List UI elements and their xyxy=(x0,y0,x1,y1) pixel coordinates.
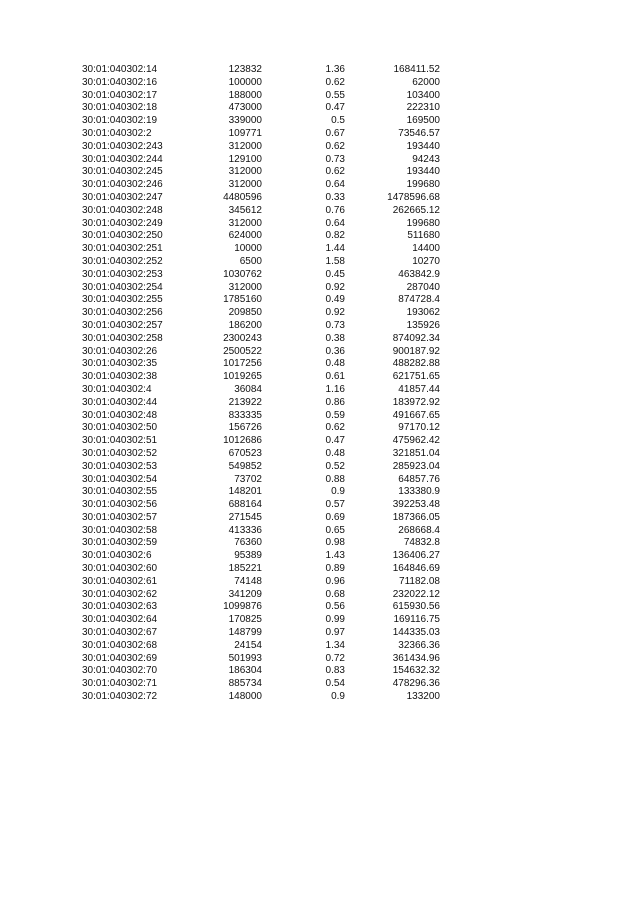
table-row xyxy=(82,333,440,346)
table-row xyxy=(82,166,440,179)
value-a-cell: 6500 xyxy=(239,255,262,267)
coefficient-cell: 0.92 xyxy=(325,307,345,319)
data-table xyxy=(82,64,440,704)
coefficient-cell: 1.44 xyxy=(325,243,345,255)
value-b-cell: 199680 xyxy=(406,217,440,229)
value-a-cell: 312000 xyxy=(228,166,262,178)
coefficient-cell: 0.73 xyxy=(325,153,345,165)
value-a-cell: 170825 xyxy=(228,614,262,626)
value-b-cell: 262665.12 xyxy=(392,204,440,216)
coefficient-cell: 0.48 xyxy=(325,358,345,370)
value-b-cell: 183972.92 xyxy=(392,396,440,408)
coefficient-cell: 0.62 xyxy=(325,166,345,178)
table-row xyxy=(82,307,440,320)
table-row xyxy=(82,448,440,461)
table-row xyxy=(82,614,440,627)
table-row xyxy=(82,678,440,691)
table-row xyxy=(82,192,440,205)
coefficient-cell: 0.92 xyxy=(325,281,345,293)
value-b-cell: 488282.88 xyxy=(392,358,440,370)
value-a-cell: 76360 xyxy=(234,537,262,549)
coefficient-cell: 0.55 xyxy=(325,89,345,101)
value-b-cell: 73546.57 xyxy=(398,127,440,139)
value-a-cell: 312000 xyxy=(228,179,262,191)
coefficient-cell: 0.33 xyxy=(325,191,345,203)
value-a-cell: 1017256 xyxy=(223,358,262,370)
value-a-cell: 123832 xyxy=(228,64,262,75)
cadastral-number-cell: 30:01:040302:58 xyxy=(82,524,158,536)
coefficient-cell: 0.72 xyxy=(325,652,345,664)
cadastral-number-cell: 30:01:040302:57 xyxy=(82,511,158,523)
cadastral-number-cell: 30:01:040302:71 xyxy=(82,678,158,690)
cadastral-number-cell: 30:01:040302:256 xyxy=(82,307,163,319)
table-row xyxy=(82,563,440,576)
value-a-cell: 74148 xyxy=(234,575,262,587)
value-b-cell: 511680 xyxy=(407,230,440,242)
value-a-cell: 413336 xyxy=(228,524,262,536)
table-row xyxy=(82,589,440,602)
value-b-cell: 615930.56 xyxy=(392,601,440,613)
cadastral-number-cell: 30:01:040302:54 xyxy=(82,473,158,485)
value-a-cell: 2500522 xyxy=(223,345,262,357)
table-row xyxy=(82,474,440,487)
coefficient-cell: 0.45 xyxy=(325,268,345,280)
coefficient-cell: 0.86 xyxy=(325,396,345,408)
value-a-cell: 670523 xyxy=(228,447,262,459)
table-row xyxy=(82,410,440,423)
value-a-cell: 341209 xyxy=(228,588,262,600)
coefficient-cell: 1.36 xyxy=(325,64,345,75)
cadastral-number-cell: 30:01:040302:248 xyxy=(82,204,163,216)
coefficient-cell: 0.62 xyxy=(325,422,345,434)
cadastral-number-cell: 30:01:040302:56 xyxy=(82,499,158,511)
table-row xyxy=(82,691,440,704)
cadastral-number-cell: 30:01:040302:16 xyxy=(82,76,158,88)
table-row xyxy=(82,537,440,550)
cadastral-number-cell: 30:01:040302:70 xyxy=(82,665,158,677)
coefficient-cell: 0.99 xyxy=(325,614,345,626)
cadastral-number-cell: 30:01:040302:249 xyxy=(82,217,163,229)
table-row xyxy=(82,346,440,359)
coefficient-cell: 0.48 xyxy=(325,447,345,459)
table-row xyxy=(82,102,440,115)
value-b-cell: 900187.92 xyxy=(392,345,440,357)
value-b-cell: 71182.08 xyxy=(399,575,440,587)
table-row xyxy=(82,397,440,410)
table-row xyxy=(82,358,440,371)
value-a-cell: 185221 xyxy=(228,563,262,575)
cadastral-number-cell: 30:01:040302:51 xyxy=(82,435,158,447)
coefficient-cell: 0.56 xyxy=(325,601,345,613)
coefficient-cell: 0.68 xyxy=(325,588,345,600)
table-row xyxy=(82,218,440,231)
coefficient-cell: 0.47 xyxy=(325,435,345,447)
coefficient-cell: 0.69 xyxy=(325,511,345,523)
value-b-cell: 164846.69 xyxy=(392,563,440,575)
cadastral-number-cell: 30:01:040302:250 xyxy=(82,230,163,242)
value-b-cell: 74832.8 xyxy=(403,537,440,549)
value-a-cell: 688164 xyxy=(228,499,262,511)
table-row xyxy=(82,115,440,128)
cadastral-number-cell: 30:01:040302:252 xyxy=(82,255,163,267)
value-b-cell: 10270 xyxy=(412,255,440,267)
table-row xyxy=(82,486,440,499)
coefficient-cell: 0.97 xyxy=(325,627,345,639)
cadastral-number-cell: 30:01:040302:38 xyxy=(82,371,158,383)
value-b-cell: 874092.34 xyxy=(392,332,440,344)
cadastral-number-cell: 30:01:040302:19 xyxy=(82,115,158,127)
data-table-body xyxy=(82,64,440,704)
value-a-cell: 95389 xyxy=(234,550,262,562)
table-row xyxy=(82,461,440,474)
table-row xyxy=(82,371,440,384)
value-b-cell: 136406.27 xyxy=(392,550,440,562)
value-a-cell: 24154 xyxy=(234,639,262,651)
table-row xyxy=(82,640,440,653)
value-b-cell: 193440 xyxy=(406,166,440,178)
value-a-cell: 312000 xyxy=(228,140,262,152)
value-a-cell: 1030762 xyxy=(223,268,262,280)
value-b-cell: 62000 xyxy=(412,76,440,88)
cadastral-number-cell: 30:01:040302:14 xyxy=(82,64,158,75)
value-a-cell: 885734 xyxy=(228,678,262,690)
value-a-cell: 1785160 xyxy=(223,294,262,306)
value-b-cell: 41857.44 xyxy=(398,383,440,395)
value-a-cell: 10000 xyxy=(234,243,262,255)
value-a-cell: 473000 xyxy=(228,102,262,114)
value-a-cell: 624000 xyxy=(228,230,262,242)
cadastral-number-cell: 30:01:040302:35 xyxy=(82,358,158,370)
coefficient-cell: 0.89 xyxy=(325,563,345,575)
cadastral-number-cell: 30:01:040302:72 xyxy=(82,691,158,703)
cadastral-number-cell: 30:01:040302:64 xyxy=(82,614,158,626)
coefficient-cell: 1.58 xyxy=(325,255,345,267)
value-a-cell: 1019265 xyxy=(223,371,262,383)
table-row xyxy=(82,601,440,614)
value-a-cell: 4480596 xyxy=(223,191,262,203)
cadastral-number-cell: 30:01:040302:68 xyxy=(82,639,158,651)
coefficient-cell: 0.96 xyxy=(325,575,345,587)
value-b-cell: 491667.65 xyxy=(392,409,440,421)
coefficient-cell: 0.82 xyxy=(325,230,345,242)
cadastral-number-cell: 30:01:040302:244 xyxy=(82,153,163,165)
value-b-cell: 621751.65 xyxy=(392,371,440,383)
value-b-cell: 154632.32 xyxy=(392,665,440,677)
value-b-cell: 97170.12 xyxy=(398,422,440,434)
table-row xyxy=(82,90,440,103)
table-row xyxy=(82,435,440,448)
value-b-cell: 361434.96 xyxy=(392,652,440,664)
coefficient-cell: 0.38 xyxy=(325,332,345,344)
cadastral-number-cell: 30:01:040302:53 xyxy=(82,460,158,472)
value-b-cell: 135926 xyxy=(406,319,440,331)
table-row xyxy=(82,653,440,666)
coefficient-cell: 0.76 xyxy=(325,204,345,216)
table-row xyxy=(82,576,440,589)
coefficient-cell: 0.73 xyxy=(325,319,345,331)
cadastral-number-cell: 30:01:040302:258 xyxy=(82,332,163,344)
value-a-cell: 312000 xyxy=(228,281,262,293)
coefficient-cell: 0.47 xyxy=(325,102,345,114)
coefficient-cell: 1.43 xyxy=(325,550,345,562)
cadastral-number-cell: 30:01:040302:6 xyxy=(82,550,152,562)
table-row xyxy=(82,179,440,192)
value-b-cell: 1478596.68 xyxy=(387,191,440,203)
table-row xyxy=(82,525,440,538)
value-b-cell: 232022.12 xyxy=(392,588,440,600)
coefficient-cell: 0.83 xyxy=(325,665,345,677)
value-b-cell: 392253.48 xyxy=(392,499,440,511)
table-row xyxy=(82,627,440,640)
cadastral-number-cell: 30:01:040302:18 xyxy=(82,102,158,114)
cadastral-number-cell: 30:01:040302:247 xyxy=(82,191,163,203)
value-b-cell: 193440 xyxy=(406,140,440,152)
coefficient-cell: 0.64 xyxy=(325,179,345,191)
coefficient-cell: 0.67 xyxy=(325,127,345,139)
cadastral-number-cell: 30:01:040302:48 xyxy=(82,409,158,421)
value-a-cell: 186304 xyxy=(228,665,262,677)
cadastral-number-cell: 30:01:040302:61 xyxy=(82,575,158,587)
coefficient-cell: 0.65 xyxy=(325,524,345,536)
coefficient-cell: 0.61 xyxy=(325,371,345,383)
value-b-cell: 144335.03 xyxy=(392,627,440,639)
table-row xyxy=(82,128,440,141)
value-b-cell: 169116.75 xyxy=(393,614,440,626)
value-b-cell: 287040 xyxy=(406,281,440,293)
value-b-cell: 478296.36 xyxy=(392,678,440,690)
value-b-cell: 187366.05 xyxy=(392,511,440,523)
cadastral-number-cell: 30:01:040302:2 xyxy=(82,127,152,139)
coefficient-cell: 0.88 xyxy=(325,473,345,485)
value-b-cell: 268668.4 xyxy=(398,524,440,536)
value-b-cell: 64857.76 xyxy=(398,473,440,485)
cadastral-number-cell: 30:01:040302:245 xyxy=(82,166,163,178)
value-a-cell: 188000 xyxy=(228,89,262,101)
value-a-cell: 73702 xyxy=(234,473,262,485)
value-a-cell: 148000 xyxy=(228,691,262,703)
table-row xyxy=(82,141,440,154)
value-a-cell: 109771 xyxy=(228,127,262,139)
value-a-cell: 501993 xyxy=(228,652,262,664)
cadastral-number-cell: 30:01:040302:62 xyxy=(82,588,158,600)
cadastral-number-cell: 30:01:040302:69 xyxy=(82,652,158,664)
cadastral-number-cell: 30:01:040302:67 xyxy=(82,627,158,639)
cadastral-number-cell: 30:01:040302:4 xyxy=(82,383,152,395)
value-b-cell: 475962.42 xyxy=(392,435,440,447)
coefficient-cell: 0.98 xyxy=(325,537,345,549)
value-a-cell: 148799 xyxy=(228,627,262,639)
value-b-cell: 32366.36 xyxy=(398,639,440,651)
table-row xyxy=(82,294,440,307)
table-row xyxy=(82,256,440,269)
value-b-cell: 222310 xyxy=(406,102,440,114)
value-b-cell: 199680 xyxy=(406,179,440,191)
coefficient-cell: 0.5 xyxy=(331,115,345,127)
coefficient-cell: 0.62 xyxy=(325,76,345,88)
table-row xyxy=(82,64,440,77)
table-row xyxy=(82,230,440,243)
value-a-cell: 345612 xyxy=(228,204,262,216)
value-a-cell: 156726 xyxy=(228,422,262,434)
cadastral-number-cell: 30:01:040302:60 xyxy=(82,563,158,575)
cadastral-number-cell: 30:01:040302:246 xyxy=(82,179,163,191)
value-a-cell: 549852 xyxy=(228,460,262,472)
value-b-cell: 133380.9 xyxy=(398,486,440,498)
coefficient-cell: 0.49 xyxy=(325,294,345,306)
coefficient-cell: 0.64 xyxy=(325,217,345,229)
cadastral-number-cell: 30:01:040302:254 xyxy=(82,281,163,293)
value-a-cell: 186200 xyxy=(228,319,262,331)
coefficient-cell: 0.9 xyxy=(331,486,345,498)
value-b-cell: 874728.4 xyxy=(398,294,440,306)
table-row xyxy=(82,512,440,525)
value-a-cell: 2300243 xyxy=(223,332,262,344)
value-b-cell: 103400 xyxy=(406,89,440,101)
table-row xyxy=(82,205,440,218)
value-b-cell: 94243 xyxy=(412,153,440,165)
coefficient-cell: 0.54 xyxy=(325,678,345,690)
value-a-cell: 339000 xyxy=(228,115,262,127)
table-row xyxy=(82,665,440,678)
cadastral-number-cell: 30:01:040302:257 xyxy=(82,319,163,331)
coefficient-cell: 0.52 xyxy=(325,460,345,472)
table-row xyxy=(82,384,440,397)
coefficient-cell: 0.57 xyxy=(325,499,345,511)
cadastral-number-cell: 30:01:040302:59 xyxy=(82,537,158,549)
coefficient-cell: 0.62 xyxy=(325,140,345,152)
coefficient-cell: 0.36 xyxy=(325,345,345,357)
value-b-cell: 285923.04 xyxy=(392,460,440,472)
table-row xyxy=(82,320,440,333)
cadastral-number-cell: 30:01:040302:255 xyxy=(82,294,163,306)
value-a-cell: 1099876 xyxy=(223,601,262,613)
cadastral-number-cell: 30:01:040302:55 xyxy=(82,486,158,498)
value-b-cell: 193062 xyxy=(406,307,440,319)
value-b-cell: 14400 xyxy=(412,243,440,255)
coefficient-cell: 0.59 xyxy=(325,409,345,421)
cadastral-number-cell: 30:01:040302:26 xyxy=(82,345,158,357)
value-a-cell: 213922 xyxy=(228,396,262,408)
cadastral-number-cell: 30:01:040302:63 xyxy=(82,601,158,613)
coefficient-cell: 0.9 xyxy=(331,691,345,703)
value-b-cell: 133200 xyxy=(406,691,440,703)
cadastral-number-cell: 30:01:040302:243 xyxy=(82,140,163,152)
value-a-cell: 129100 xyxy=(228,153,262,165)
value-a-cell: 36084 xyxy=(234,383,262,395)
table-row xyxy=(82,269,440,282)
value-a-cell: 209850 xyxy=(228,307,262,319)
cadastral-number-cell: 30:01:040302:50 xyxy=(82,422,158,434)
value-a-cell: 271545 xyxy=(228,511,262,523)
value-a-cell: 100000 xyxy=(228,76,262,88)
value-b-cell: 168411.52 xyxy=(393,64,440,75)
value-b-cell: 321851.04 xyxy=(392,447,440,459)
value-a-cell: 1012686 xyxy=(223,435,262,447)
value-a-cell: 148201 xyxy=(228,486,262,498)
cadastral-number-cell: 30:01:040302:17 xyxy=(82,89,158,101)
table-row xyxy=(82,77,440,90)
coefficient-cell: 1.16 xyxy=(325,383,345,395)
cadastral-number-cell: 30:01:040302:44 xyxy=(82,396,158,408)
cadastral-number-cell: 30:01:040302:52 xyxy=(82,447,158,459)
value-b-cell: 169500 xyxy=(406,115,440,127)
table-row xyxy=(82,243,440,256)
table-row xyxy=(82,422,440,435)
cadastral-number-cell: 30:01:040302:251 xyxy=(82,243,163,255)
cadastral-number-cell: 30:01:040302:253 xyxy=(82,268,163,280)
table-row xyxy=(82,282,440,295)
value-a-cell: 312000 xyxy=(228,217,262,229)
value-a-cell: 833335 xyxy=(228,409,262,421)
table-row xyxy=(82,154,440,167)
table-row xyxy=(82,550,440,563)
coefficient-cell: 1.34 xyxy=(325,639,345,651)
table-row xyxy=(82,499,440,512)
value-b-cell: 463842.9 xyxy=(398,268,440,280)
